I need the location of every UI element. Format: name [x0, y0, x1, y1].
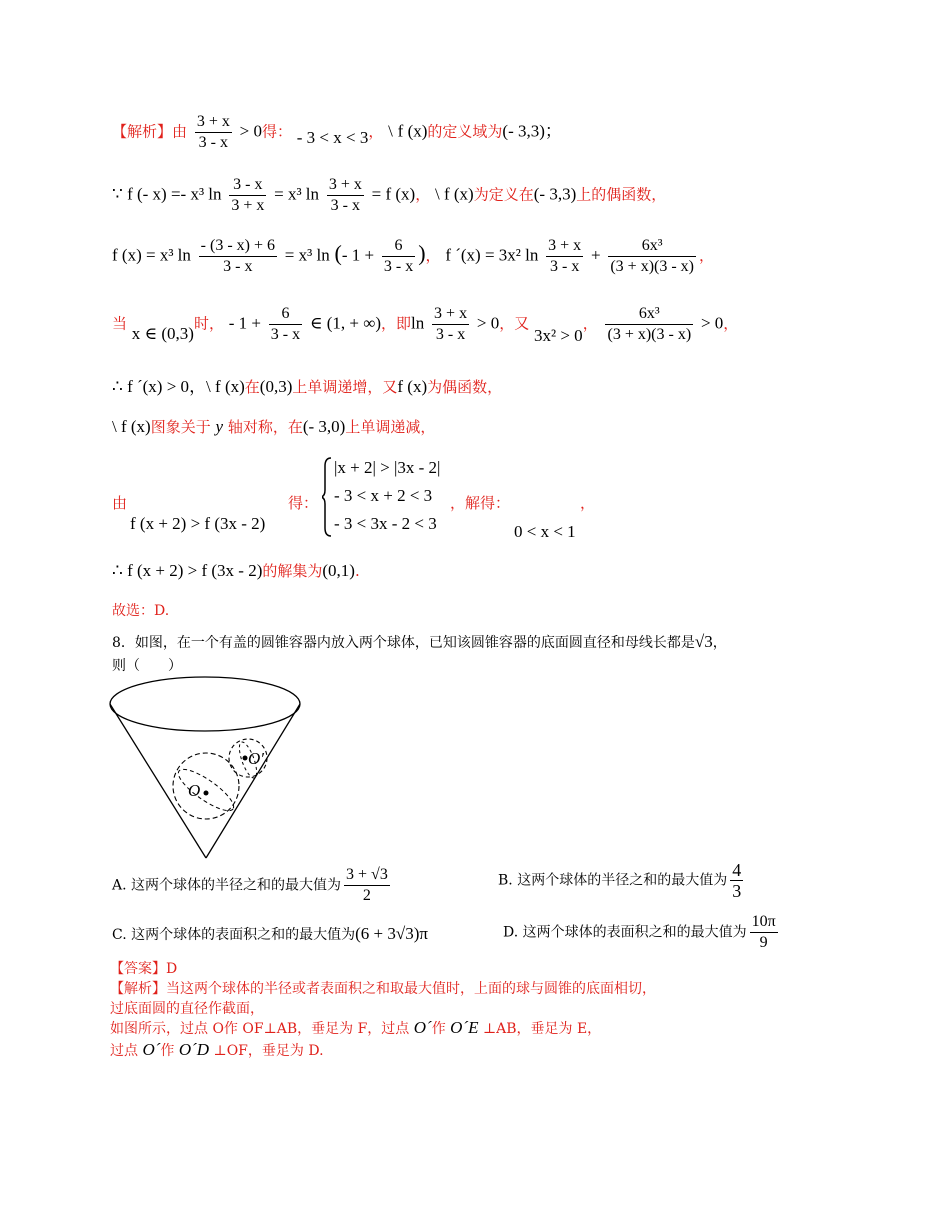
fraction: $\frac{4}{3}$ — [732, 860, 742, 901]
label-o: O — [188, 781, 201, 800]
fraction: $\frac{3 + x}{3 - x}$ — [328, 176, 362, 214]
solution-line-8: ∴ f (x + 2) > f (3x - 2)的解集为(0,1). — [112, 561, 360, 580]
fraction: $\frac{3 - x}{3 + x}$ — [231, 176, 265, 214]
solution-line-7-result: 0 < x < 1 — [514, 522, 576, 541]
fraction: $\frac{\text{6x³}}{(3 + x)(3 - x)}$ — [610, 237, 695, 275]
final-choice: 故选：D. — [112, 603, 170, 619]
answer-line: 【答案】D — [110, 961, 178, 977]
option-a: A. 这两个球体的半径之和的最大值为 $\frac{3 + √3}{2}$ — [112, 866, 388, 904]
solution-line-7-condition: f (x + 2) > f (3x - 2) — [130, 514, 266, 533]
solution-line-7-comma: ， — [580, 494, 596, 512]
solution-line-7-lead: 由 — [112, 494, 128, 512]
solution-line-7-de: 得： — [288, 494, 319, 512]
option-b: B. 这两个球体的半径之和的最大值为 $\frac{4}{3}$ — [498, 860, 742, 901]
cone-diagram — [108, 672, 308, 862]
fraction: $\frac{3 + √3}{2}$ — [346, 866, 388, 904]
fraction: $\frac{- (3 - x) + 6}{3 - x}$ — [200, 237, 276, 275]
answer-analysis-4: 过点 O´作 O´D ⊥OF，垂足为 D. — [110, 1040, 324, 1059]
answer-analysis-3: 如图所示，过点 O作 OF⊥AB，垂足为 F，过点 O´作 O´E ⊥AB，垂足为 E， — [110, 1018, 602, 1037]
solution-line-4: 当 x ∈ (0,3)时， - 1 + $\frac{6}{3 - x}$ ∈ (1, + ∞)，即ln $\frac{3 + x}{3 - x}$ > 0，又 3x² > 0， $\frac{\text{6x³}}{(3 + x)(3 - x)}$ > 0， — [112, 305, 739, 345]
option-d: D. 这两个球体的表面积之和的最大值为 $\frac{10\pi}{9}$ — [503, 913, 776, 951]
fraction: $\frac{\text{6x³}}{(3 + x)(3 - x)}$ — [607, 305, 692, 343]
solution-line-7-solve: ，解得： — [450, 494, 511, 512]
solution-line-3: f (x) = x³ ln $\frac{- (3 - x) + 6}{3 - x}$ = x³ ln (- 1 + $\frac{6}{3 - x}$ )， f ´(x) = 3x² ln $\frac{3 + x}{3 - x}$ + $\frac{\text{6x³}}{(3 + x)(3 - x)}$ ， — [112, 237, 715, 275]
solution-line-6: \ f (x)图象关于 y 轴对称，在(- 3,0)上单调递减， — [112, 417, 436, 436]
solution-line-5: ∴ f ´(x) > 0，\ f (x)在(0,3)上单调递增，又f (x)为偶函数， — [112, 377, 503, 396]
label-o-prime: O′ — [248, 749, 264, 768]
fraction: $\frac{3 + x}{3 - x}$ — [196, 113, 230, 151]
brace-system: |x + 2| > |3x - 2| - 3 < x + 2 < 3 - 3 < 3x - 2 < 3 — [322, 456, 462, 542]
solution-line-1: 【解析】由 $\frac{3 + x}{3 - x}$ > 0得： - 3 < x < 3， \ f (x)的定义域为(- 3,3)； — [112, 113, 562, 151]
cone-figure — [108, 672, 308, 866]
fraction: $\frac{3 + x}{3 - x}$ — [548, 237, 582, 275]
fraction: $\frac{3 + x}{3 - x}$ — [434, 305, 468, 343]
option-c: C. 这两个球体的表面积之和的最大值为(6 + 3√3)π — [112, 924, 428, 943]
fraction: $\frac{10\pi}{9}$ — [751, 913, 776, 951]
fraction: $\frac{6}{3 - x}$ — [383, 237, 414, 275]
answer-analysis-2: 过底面圆的直径作截面， — [110, 1001, 264, 1017]
solution-line-2: ∵ f (- x) =- x³ ln $\frac{3 - x}{3 + x}$ = x³ ln $\frac{3 + x}{3 - x}$ = f (x)， \ f (x)为定义在(- 3,3)上的偶函数， — [112, 176, 667, 214]
answer-analysis-1: 【解析】当这两个球体的半径或者表面积之和取最大值时，上面的球与圆锥的底面相切， — [110, 981, 656, 997]
question-8-then: 则（ ） — [112, 658, 182, 674]
question-8-stem: 8．如图，在一个有盖的圆锥容器内放入两个球体，已知该圆锥容器的底面圆直径和母线长都是√3， — [112, 632, 727, 651]
analysis-tag: 【解析】 — [112, 122, 173, 141]
fraction: $\frac{6}{3 - x}$ — [270, 305, 301, 343]
